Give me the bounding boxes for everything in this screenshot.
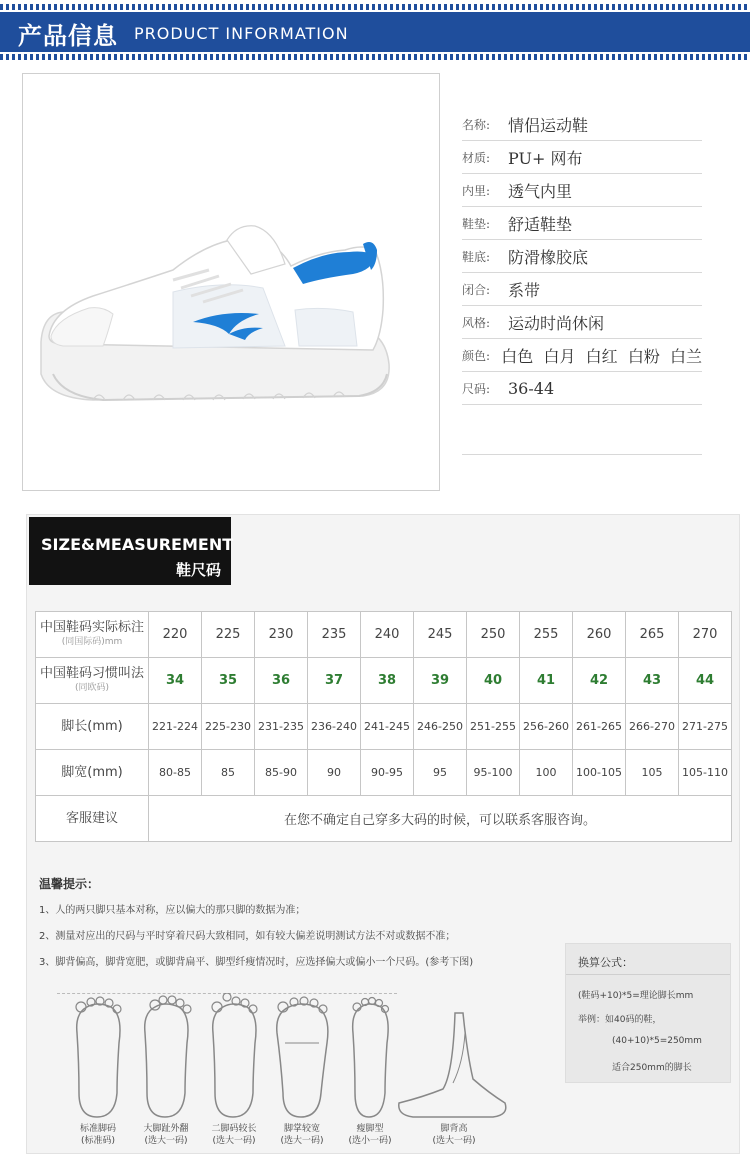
spec-label: 内里: xyxy=(462,183,491,198)
table-cell: 265 xyxy=(626,612,679,658)
table-cell: 241-245 xyxy=(361,704,414,750)
formula-line: 适合250mm的脚长 xyxy=(612,1063,692,1073)
foot-caption-name: 大脚趾外翻 xyxy=(143,1124,189,1134)
table-cell: 85-90 xyxy=(255,750,308,796)
spec-row xyxy=(462,273,702,306)
row-header-sub: (同欧码) xyxy=(74,682,110,693)
tips-title: 温馨提示： xyxy=(39,877,100,891)
banner-stripe-bottom xyxy=(0,54,750,60)
spec-row xyxy=(462,108,702,141)
formula-title: 换算公式： xyxy=(578,956,633,969)
foot-caption-name: 脚背高 xyxy=(440,1124,468,1134)
table-cell: 35 xyxy=(202,658,255,704)
table-cell: 100-105 xyxy=(573,750,626,796)
spec-label: 鞋垫: xyxy=(462,216,491,231)
row-header: 客服建议 xyxy=(36,796,149,842)
banner-stripe-top xyxy=(0,4,750,10)
table-cell: 41 xyxy=(520,658,573,704)
header-banner xyxy=(0,0,750,64)
spec-value: PU+ 网布 xyxy=(508,148,583,168)
table-cell: 261-265 xyxy=(573,704,626,750)
size-table xyxy=(35,611,732,842)
foot-side-icon xyxy=(393,993,513,1123)
table-cell: 240 xyxy=(361,612,414,658)
spec-value: 36-44 xyxy=(508,378,555,398)
spec-row xyxy=(462,141,702,174)
table-cell: 34 xyxy=(149,658,202,704)
formula-line: 举例：如40码的鞋， xyxy=(578,1015,662,1025)
spec-label: 名称: xyxy=(462,117,491,132)
row-header xyxy=(36,612,149,658)
spec-row xyxy=(462,174,702,207)
table-row xyxy=(36,658,732,704)
tip-item: 1、人的两只脚只基本对称，应以偏大的那只脚的数据为准； xyxy=(39,905,306,916)
spec-value: 情侣运动鞋 xyxy=(508,115,589,135)
spec-label: 闭合: xyxy=(462,282,491,297)
foot-caption-advice: (选小一码) xyxy=(348,1136,392,1146)
row-header-sub: (同国际码)mm xyxy=(61,636,123,647)
tip-item: 3、脚背偏高，脚背宽肥，或脚背扁平、脚型纤瘦情况时，应选择偏大或偏小一个尺码。(参考下图) xyxy=(39,957,474,968)
spec-row xyxy=(462,306,702,339)
table-cell: 105 xyxy=(626,750,679,796)
white-blue-running-shoe-icon xyxy=(23,74,439,490)
table-cell: 250 xyxy=(467,612,520,658)
table-row xyxy=(36,612,732,658)
banner-title-en: PRODUCT INFORMATION xyxy=(134,24,349,43)
spec-label: 材质: xyxy=(462,150,491,165)
table-cell: 270 xyxy=(679,612,732,658)
foot-outline-icon xyxy=(67,993,129,1123)
formula-box xyxy=(565,943,731,1083)
foot-caption-name: 瘦脚型 xyxy=(356,1124,384,1134)
table-cell: 80-85 xyxy=(149,750,202,796)
tip-item: 2、测量对应出的尺码与平时穿着尺码大致相同，如有较大偏差说明测试方法不对或数据不准； xyxy=(39,931,456,942)
spec-row-empty xyxy=(462,405,702,455)
table-row xyxy=(36,704,732,750)
spec-label: 鞋底: xyxy=(462,249,491,264)
foot-caption xyxy=(267,1123,337,1147)
spec-label: 风格: xyxy=(462,315,491,330)
banner-title-cn: 产品信息 xyxy=(18,22,118,50)
table-cell: 37 xyxy=(308,658,361,704)
advice-cell: 在您不确定自己穿多大码的时候，可以联系客服咨询。 xyxy=(149,796,732,842)
spec-row xyxy=(462,372,702,405)
table-cell: 42 xyxy=(573,658,626,704)
table-cell: 90 xyxy=(308,750,361,796)
foot-caption xyxy=(199,1123,269,1147)
table-cell: 225 xyxy=(202,612,255,658)
spec-value: 透气内里 xyxy=(508,181,573,201)
table-cell: 105-110 xyxy=(679,750,732,796)
size-title-cn: 鞋尺码 xyxy=(175,561,221,579)
table-cell: 221-224 xyxy=(149,704,202,750)
spec-label: 尺码: xyxy=(462,381,491,396)
table-cell: 43 xyxy=(626,658,679,704)
table-cell: 220 xyxy=(149,612,202,658)
foot-outline-icon xyxy=(135,993,197,1123)
spec-label: 颜色: xyxy=(462,348,491,363)
size-title-block xyxy=(29,517,234,585)
spec-value: 舒适鞋垫 xyxy=(508,214,573,234)
table-cell: 225-230 xyxy=(202,704,255,750)
table-cell: 246-250 xyxy=(414,704,467,750)
spec-value: 白色 白月 白红 白粉 白兰 xyxy=(501,346,702,366)
spec-value: 防滑橡胶底 xyxy=(508,247,589,267)
table-cell: 39 xyxy=(414,658,467,704)
spec-list xyxy=(462,108,702,455)
table-cell: 230 xyxy=(255,612,308,658)
table-row xyxy=(36,750,732,796)
size-title-en: SIZE&MEASUREMENT xyxy=(41,535,234,554)
product-photo xyxy=(22,73,440,491)
foot-outline-icon xyxy=(203,993,265,1123)
foot-caption-advice: (标准码) xyxy=(80,1136,116,1146)
table-cell: 245 xyxy=(414,612,467,658)
formula-divider xyxy=(566,974,730,975)
table-cell: 38 xyxy=(361,658,414,704)
table-cell: 271-275 xyxy=(679,704,732,750)
spec-row xyxy=(462,207,702,240)
spec-value: 系带 xyxy=(508,280,541,300)
foot-caption-advice: (选大一码) xyxy=(280,1136,324,1146)
foot-caption xyxy=(131,1123,201,1147)
formula-line: (鞋码+10)*5=理论脚长mm xyxy=(578,991,694,1001)
spec-row xyxy=(462,339,702,372)
table-cell: 95-100 xyxy=(467,750,520,796)
spec-row xyxy=(462,240,702,273)
row-header: 脚长(mm) xyxy=(36,704,149,750)
table-cell: 100 xyxy=(520,750,573,796)
table-cell: 95 xyxy=(414,750,467,796)
table-cell: 44 xyxy=(679,658,732,704)
foot-caption-advice: (选大一码) xyxy=(144,1136,188,1146)
row-header: 脚宽(mm) xyxy=(36,750,149,796)
foot-caption-name: 脚掌较宽 xyxy=(283,1124,320,1134)
table-cell: 235 xyxy=(308,612,361,658)
foot-caption-name: 标准脚码 xyxy=(79,1124,116,1134)
row-header-main: 中国鞋码实际标注 xyxy=(39,619,144,635)
table-cell: 266-270 xyxy=(626,704,679,750)
table-cell: 90-95 xyxy=(361,750,414,796)
formula-line: (40+10)*5=250mm xyxy=(612,1036,702,1046)
row-header xyxy=(36,658,149,704)
foot-outline-icon xyxy=(339,993,401,1123)
table-cell: 251-255 xyxy=(467,704,520,750)
foot-caption-advice: (选大一码) xyxy=(432,1136,476,1146)
table-cell: 255 xyxy=(520,612,573,658)
table-cell: 36 xyxy=(255,658,308,704)
table-cell: 256-260 xyxy=(520,704,573,750)
foot-caption xyxy=(419,1123,489,1147)
table-row xyxy=(36,796,732,842)
spec-value: 运动时尚休闲 xyxy=(508,313,605,333)
table-cell: 40 xyxy=(467,658,520,704)
foot-caption-advice: (选大一码) xyxy=(212,1136,256,1146)
foot-caption-name: 二脚码较长 xyxy=(211,1124,257,1134)
foot-caption xyxy=(335,1123,405,1147)
row-header-main: 中国鞋码习惯叫法 xyxy=(39,665,144,681)
table-cell: 85 xyxy=(202,750,255,796)
table-cell: 260 xyxy=(573,612,626,658)
size-section xyxy=(26,514,740,1154)
table-cell: 236-240 xyxy=(308,704,361,750)
foot-caption xyxy=(63,1123,133,1147)
table-cell: 231-235 xyxy=(255,704,308,750)
foot-outline-icon xyxy=(271,993,333,1123)
